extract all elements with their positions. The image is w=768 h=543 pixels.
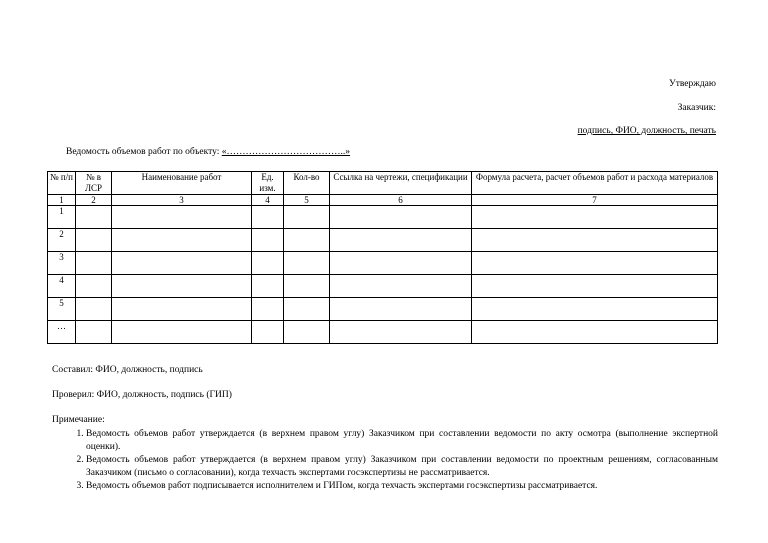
column-number: 6 <box>330 195 472 206</box>
notes-title: Примечание: <box>52 415 105 425</box>
column-number: 1 <box>48 195 76 206</box>
header-cell: № п/п <box>48 172 76 195</box>
table-cell <box>112 321 252 344</box>
note-item: 1. Ведомость объемов работ утверждается (в верхнем правом углу) Заказчиком при составлении ведомости по акту осмотра (выполнение экспертной оценки). <box>86 428 718 454</box>
table-cell: 5 <box>48 298 76 321</box>
table-cell <box>330 321 472 344</box>
header-cell: № в ЛСР <box>76 172 112 195</box>
table-cell <box>252 275 284 298</box>
table-cell <box>284 298 330 321</box>
approval-line-approve: Утверждаю <box>669 79 716 89</box>
table-cell <box>284 229 330 252</box>
compiled-by-line: Составил: ФИО, должность, подпись <box>52 365 203 375</box>
table-cell: 1 <box>48 206 76 229</box>
table-header-row <box>48 172 718 195</box>
table-cell: 2 <box>48 229 76 252</box>
document-title <box>66 146 350 158</box>
table-cell <box>76 275 112 298</box>
table-cell <box>472 275 718 298</box>
table-row <box>48 229 718 252</box>
table-cell <box>472 229 718 252</box>
table-cell <box>330 275 472 298</box>
header-cell: Формула расчета, расчет объемов работ и расхода материалов <box>472 172 718 195</box>
table-cell <box>330 298 472 321</box>
table-cell <box>284 206 330 229</box>
title-object-placeholder: «………………………………..» <box>221 147 351 157</box>
table-cell <box>472 206 718 229</box>
header-cell: Ед. изм. <box>252 172 284 195</box>
table-cell <box>472 321 718 344</box>
column-number: 7 <box>472 195 718 206</box>
table-cell <box>284 275 330 298</box>
table-cell <box>472 252 718 275</box>
title-prefix: Ведомость объемов работ по объекту: <box>66 147 222 157</box>
approval-line-customer: Заказчик: <box>677 103 716 113</box>
table-row <box>48 252 718 275</box>
table-cell <box>76 321 112 344</box>
table-cell <box>76 206 112 229</box>
table-row <box>48 298 718 321</box>
table-cell <box>330 252 472 275</box>
note-item: 2. Ведомость объемов работ утверждается (в верхнем правом углу) Заказчиком при составлении ведомости по проектным решениям, согласованным Заказчиком (письмо о согласовании), когда техчасть экспертами госэкспертизы не рассматривается. <box>86 454 718 480</box>
column-number-row <box>48 195 718 206</box>
column-number: 4 <box>252 195 284 206</box>
table-cell <box>112 275 252 298</box>
column-number: 2 <box>76 195 112 206</box>
table-cell <box>112 206 252 229</box>
column-number: 5 <box>284 195 330 206</box>
table-cell <box>252 206 284 229</box>
work-volume-table <box>47 171 718 344</box>
table-cell <box>76 229 112 252</box>
table-cell <box>76 252 112 275</box>
table-cell <box>252 252 284 275</box>
table-cell <box>330 229 472 252</box>
table-cell <box>284 321 330 344</box>
table-cell <box>112 298 252 321</box>
note-item: 3. Ведомость объемов работ подписывается исполнителем и ГИПом, когда техчасть экспертами госэкспертизы рассматривается. <box>86 480 718 493</box>
table-cell: … <box>48 321 76 344</box>
table-cell <box>76 298 112 321</box>
checked-by-line: Проверил: ФИО, должность, подпись (ГИП) <box>52 390 232 400</box>
table-row <box>48 206 718 229</box>
header-cell: Наименование работ <box>112 172 252 195</box>
header-cell: Ссылка на чертежи, спецификации <box>330 172 472 195</box>
notes-list <box>52 428 718 493</box>
table-cell: 3 <box>48 252 76 275</box>
table-cell <box>252 229 284 252</box>
header-cell: Кол-во <box>284 172 330 195</box>
table-cell <box>330 206 472 229</box>
table-row <box>48 275 718 298</box>
table-cell <box>252 321 284 344</box>
table-row <box>48 321 718 344</box>
column-number: 3 <box>112 195 252 206</box>
table-cell <box>112 252 252 275</box>
table-cell <box>252 298 284 321</box>
table-cell <box>112 229 252 252</box>
table-cell <box>284 252 330 275</box>
table-cell <box>472 298 718 321</box>
table-cell: 4 <box>48 275 76 298</box>
approval-line-signature: подпись, ФИО, должность, печать <box>577 126 716 136</box>
